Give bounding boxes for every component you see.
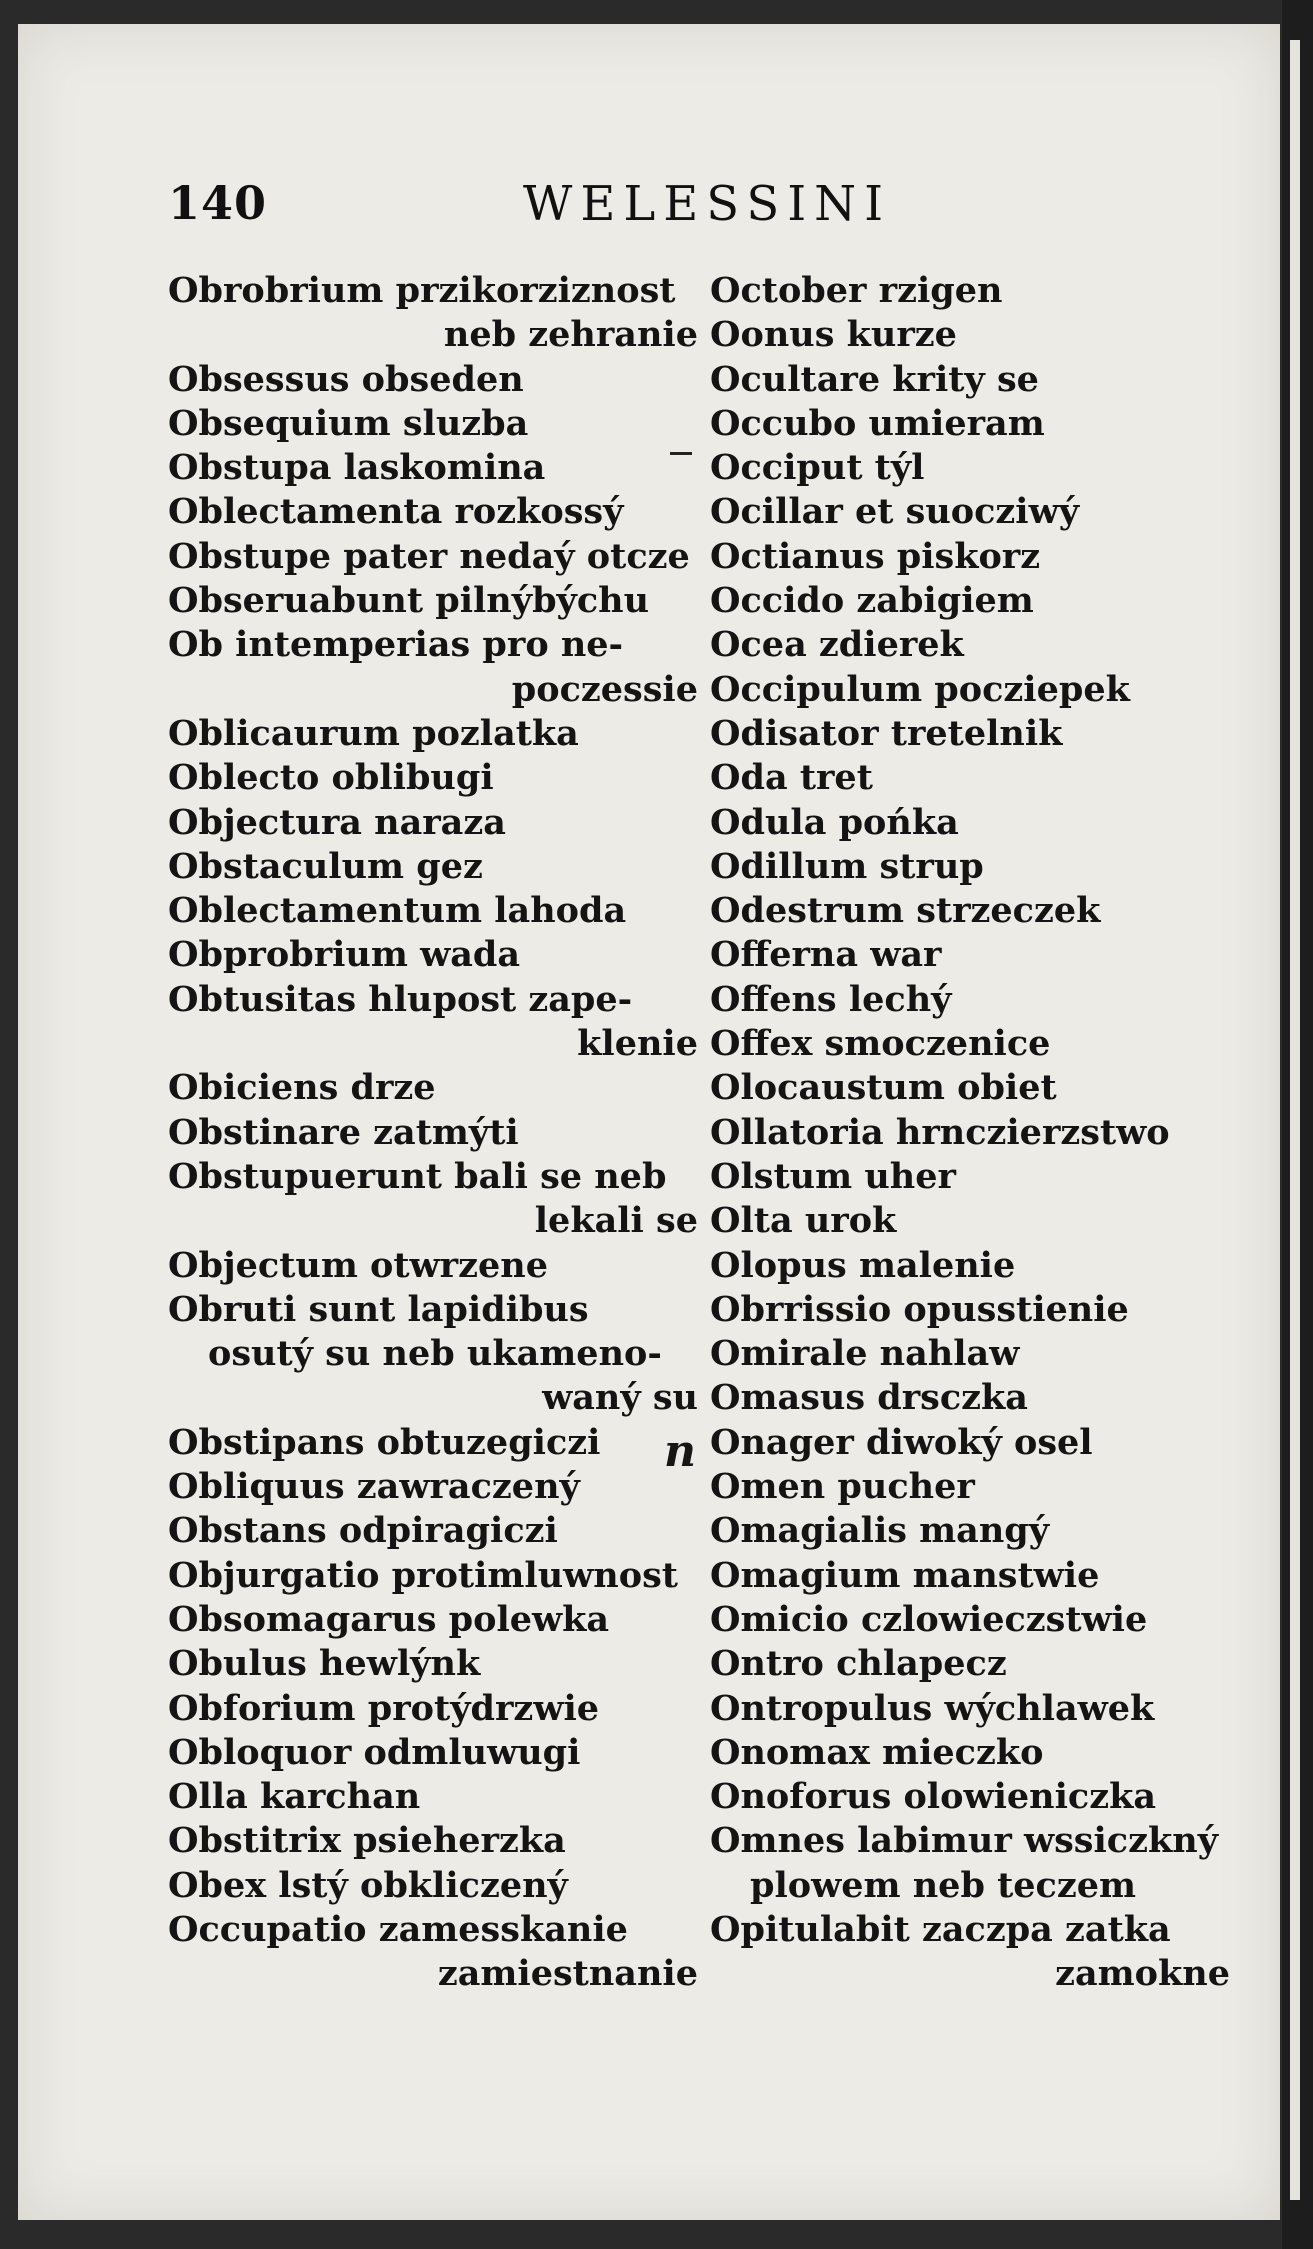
dictionary-line: Ocillar et suocziwý bbox=[710, 491, 1080, 533]
dictionary-line: Occupatio zamesskanie bbox=[168, 1908, 628, 1950]
dictionary-line: Obloquor odmluwugi bbox=[168, 1731, 581, 1773]
dictionary-line: waný su bbox=[542, 1377, 698, 1419]
dictionary-line: Ollatoria hrnczierzstwo bbox=[710, 1111, 1170, 1153]
dictionary-line: Odillum strup bbox=[710, 845, 984, 887]
book-page bbox=[18, 24, 1280, 2220]
dictionary-line: October rzigen bbox=[710, 270, 1003, 311]
dictionary-line: Octianus piskorz bbox=[710, 535, 1041, 577]
dictionary-line: Oonus kurze bbox=[710, 314, 957, 356]
dictionary-line: Obprobrium wada bbox=[168, 934, 521, 976]
dictionary-line: Occiput týl bbox=[710, 447, 925, 489]
dictionary-line: Obsessus obseden bbox=[168, 358, 524, 400]
dictionary-line: Obstipans obtuzegiczi bbox=[168, 1421, 601, 1463]
facing-page-edge bbox=[1282, 0, 1313, 2249]
dictionary-line: Opitulabit zaczpa zatka bbox=[710, 1908, 1171, 1950]
dictionary-line: Obstaculum gez bbox=[168, 845, 483, 887]
dictionary-line: Olta urok bbox=[710, 1200, 897, 1242]
dictionary-line: Oda tret bbox=[710, 757, 873, 799]
dictionary-line: Olstum uher bbox=[710, 1155, 956, 1197]
dictionary-line: lekali se bbox=[534, 1200, 698, 1242]
dictionary-line: Obrobrium przikorziznost bbox=[168, 270, 676, 311]
marginal-mark: n bbox=[664, 1426, 696, 1477]
dictionary-line: Obstupe pater nedaý otcze bbox=[168, 535, 690, 577]
dictionary-line: plowem neb teczem bbox=[750, 1864, 1137, 1906]
right-column bbox=[710, 269, 1230, 1997]
dictionary-line: Oblectamentum lahoda bbox=[168, 890, 627, 932]
dictionary-line: Occipulum pocziepek bbox=[710, 668, 1130, 710]
dictionary-line: Omirale nahlaw bbox=[710, 1333, 1020, 1375]
dictionary-line: Objectum otwrzene bbox=[168, 1244, 548, 1286]
dictionary-line: zamiestnanie bbox=[437, 1953, 698, 1995]
dictionary-line: Obforium protýdrzwie bbox=[168, 1687, 600, 1729]
dictionary-line: Occubo umieram bbox=[710, 402, 1045, 444]
dictionary-line: Obliquus zawraczený bbox=[168, 1466, 580, 1508]
dictionary-line: Omen pucher bbox=[710, 1466, 975, 1508]
dictionary-line: Objurgatio protimluwnost bbox=[168, 1554, 678, 1596]
dictionary-line: Occido zabigiem bbox=[710, 580, 1034, 622]
dictionary-line: Omicio czlowieczstwie bbox=[710, 1598, 1148, 1640]
dictionary-line: Olla karchan bbox=[168, 1776, 421, 1818]
dictionary-line: Oblicaurum pozlatka bbox=[168, 712, 579, 754]
dictionary-line: Odula pońka bbox=[710, 801, 959, 843]
dictionary-line: Omagium manstwie bbox=[710, 1554, 1100, 1596]
margin-dash bbox=[670, 452, 692, 455]
dictionary-line: Omnes labimur wssiczkný bbox=[710, 1820, 1219, 1862]
dictionary-line: Onomax mieczko bbox=[710, 1731, 1044, 1773]
dictionary-line: Obstans odpiragiczi bbox=[168, 1510, 558, 1552]
dictionary-line: Obstupuerunt bali se neb bbox=[168, 1155, 667, 1197]
dictionary-line: Obstinare zatmýti bbox=[168, 1111, 519, 1153]
dictionary-line: Offens lechý bbox=[710, 978, 952, 1020]
dictionary-line: Ontro chlapecz bbox=[710, 1643, 1007, 1685]
dictionary-line: Odestrum strzeczek bbox=[710, 890, 1101, 932]
dictionary-line: Obstupa laskomina bbox=[168, 447, 546, 489]
dictionary-line: Odisator tretelnik bbox=[710, 712, 1063, 754]
dictionary-line: Offerna war bbox=[710, 934, 942, 976]
page-header bbox=[18, 176, 1280, 236]
dictionary-line: Objectura naraza bbox=[168, 801, 506, 843]
dictionary-line: Omasus drsczka bbox=[710, 1377, 1028, 1419]
dictionary-line: Obiciens drze bbox=[168, 1067, 436, 1109]
dictionary-line: osutý su neb ukameno- bbox=[208, 1333, 662, 1375]
dictionary-line: Onager diwoký osel bbox=[710, 1421, 1093, 1463]
dictionary-line: Obtusitas hlupost zape- bbox=[168, 978, 633, 1020]
dictionary-line: Oblecto oblibugi bbox=[168, 757, 494, 799]
dictionary-line: Oblectamenta rozkossý bbox=[168, 491, 624, 533]
dictionary-line: Omagialis mangý bbox=[710, 1510, 1050, 1552]
dictionary-line: Obstitrix psieherzka bbox=[168, 1820, 566, 1862]
dictionary-line: Ontropulus wýchlawek bbox=[710, 1687, 1155, 1729]
dictionary-line: Olopus malenie bbox=[710, 1244, 1016, 1286]
dictionary-line: Offex smoczenice bbox=[710, 1023, 1051, 1065]
running-head: WELESSINI bbox=[523, 176, 892, 232]
dictionary-line: Ocultare krity se bbox=[710, 358, 1039, 400]
dictionary-line: zamokne bbox=[1055, 1953, 1230, 1995]
dictionary-line: Olocaustum obiet bbox=[710, 1067, 1057, 1109]
dictionary-line: Onoforus olowieniczka bbox=[710, 1776, 1156, 1818]
dictionary-line: klenie bbox=[577, 1023, 698, 1065]
dictionary-line: Obrrissio opusstienie bbox=[710, 1288, 1129, 1330]
dictionary-line: neb zehranie bbox=[443, 314, 698, 356]
dictionary-line: Obex lstý obkliczený bbox=[168, 1864, 568, 1906]
dictionary-line: Obseruabunt pilnýbýchu bbox=[168, 580, 650, 622]
left-column bbox=[168, 269, 698, 1997]
page-number: 140 bbox=[168, 176, 268, 230]
dictionary-line: Obruti sunt lapidibus bbox=[168, 1288, 589, 1330]
dictionary-line: Obsequium sluzba bbox=[168, 402, 529, 444]
dictionary-line: Obsomagarus polewka bbox=[168, 1598, 610, 1640]
dictionary-line: poczessie bbox=[511, 668, 698, 710]
dictionary-line: Ocea zdierek bbox=[710, 624, 964, 666]
dictionary-line: Obulus hewlýnk bbox=[168, 1643, 481, 1685]
dictionary-line: Ob intemperias pro ne- bbox=[168, 624, 624, 666]
